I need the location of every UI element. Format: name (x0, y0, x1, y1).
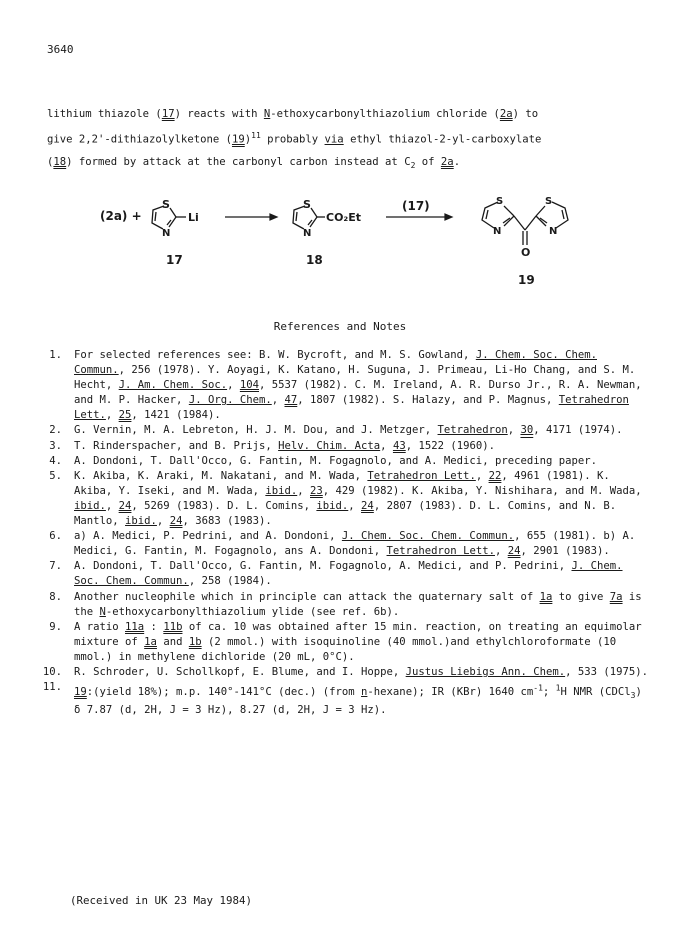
reference-segment: : (144, 620, 164, 633)
reference-segment: T. Rinderspacher, and B. Prijs, (74, 439, 279, 452)
nitrogen-atom: N (162, 228, 171, 239)
reference-segment: , 5537 (1982). C. M. Ireland, A. R. Durso Jr., R. A. Newman, and M. P. Hacker, (74, 379, 642, 407)
reference-segment: 11b (163, 620, 183, 633)
compound-19-label: 19 (518, 273, 535, 287)
reference-segment: , (297, 484, 310, 497)
reference-segment: 30 (520, 424, 534, 437)
compound-17-label: 17 (166, 253, 183, 267)
reference-segment: 3 (630, 690, 636, 700)
reference-segment: , 5269 (1983). D. L. Comins, (131, 499, 317, 512)
lithium-label: Li (188, 211, 199, 224)
reference-segment: , (105, 409, 119, 422)
reference-segment: 24 (507, 545, 521, 558)
reference-segment: Justus Liebigs Ann. Chem. (405, 665, 566, 678)
reference-item (40, 454, 650, 469)
reference-segment: , 256 (1978). Y. Aoyagi, K. Katano, H. Suguna, J. Primeau, Li-Ho Chang, and S. M. Hecht, (74, 364, 636, 392)
reagent-label: (17) (402, 199, 430, 213)
ester-sulfur-atom: S (303, 198, 311, 211)
reference-segment: 24 (169, 515, 183, 528)
reference-segment: 24 (361, 499, 374, 512)
reference-segment: J. Chem. Soc. Chem. Commun. (74, 560, 623, 588)
reaction-arrow-2 (386, 214, 452, 220)
reference-segment: 7a (609, 590, 623, 603)
references-list (40, 348, 650, 718)
ketone-sulfur-atom-left: S (496, 196, 504, 207)
reference-segment: Another nucleophile which in principle can attack the quaternary salt of (74, 590, 540, 603)
reference-segment: , 3683 (1983). (182, 515, 272, 528)
reference-segment: , (494, 545, 508, 558)
reference-item (40, 423, 650, 438)
references-heading: References and Notes (273, 320, 407, 333)
reference-segment: 25 (118, 409, 132, 422)
dithiazolylketone-structure (482, 202, 568, 245)
reference-segment: n (361, 685, 368, 698)
reference-segment: K. Akiba, K. Araki, M. Nakatani, and M. Wada, (74, 469, 368, 482)
reference-segment: Tetrahedron Lett. (386, 545, 495, 558)
reference-number: 1. (49, 349, 62, 361)
reference-segment: 22 (488, 469, 502, 482)
reference-text (74, 470, 642, 527)
reference-segment: ibid. (316, 499, 349, 512)
carbonyl-oxygen-atom: O (521, 246, 531, 259)
reference-segment: -ethoxycarbonylthiazolium ylide (see ref. 6b). (105, 605, 400, 618)
reference-segment: , 4961 (1981). K. Akiba, Y. Iseki, and M. Wada, (74, 469, 610, 497)
reactant-label: (2a) + (100, 209, 142, 223)
reference-segment: R. Schroder, U. Schollkopf, E. Blume, and I. Hoppe, (74, 665, 406, 678)
reference-segment: 104 (239, 379, 259, 392)
reference-segment: , 1522 (1960). (405, 439, 495, 452)
reference-number: 3. (49, 439, 62, 452)
reference-segment: , 258 (1984). (188, 575, 272, 588)
received-date: (Received in UK 23 May 1984) (70, 894, 253, 907)
reference-text (74, 666, 648, 678)
reference-segment: 23 (310, 484, 323, 497)
reference-number: 9. (49, 620, 62, 633)
reference-segment: J. Chem. Soc. Chem. Commun. (74, 349, 597, 377)
reference-segment: -hexane); IR (KBr) 1640 cm (367, 685, 534, 698)
reference-number: 2. (49, 424, 62, 437)
reference-segment: 19 (74, 685, 87, 698)
ketone-sulfur-atom-right: S (545, 196, 553, 207)
reference-item (40, 680, 650, 718)
reference-segment: , (105, 499, 119, 512)
reference-segment: -1 (533, 683, 543, 693)
reference-segment: , (227, 379, 240, 392)
reference-segment: G. Vernin, M. A. Lebreton, H. J. M. Dou, and J. Metzger, (74, 424, 438, 437)
reference-segment: , 1807 (1982). S. Halazy, and P. Magnus, (297, 394, 559, 407)
reference-segment: , (271, 394, 285, 407)
reference-segment: H NMR (CDCl (560, 685, 631, 698)
ester-nitrogen-atom: N (303, 228, 312, 239)
reference-segment: , (380, 439, 393, 452)
reference-number: 8. (49, 590, 62, 603)
reference-segment: , 533 (1975). (565, 665, 649, 678)
reference-segment: , 2807 (1983). D. L. Comins, and N. B. Mantlo, (74, 499, 617, 528)
reference-number: 11. (42, 681, 62, 694)
reference-text (74, 349, 642, 421)
reference-segment: J. Am. Chem. Soc. (118, 379, 228, 392)
reference-item (40, 559, 650, 589)
reference-item (40, 665, 650, 680)
reference-segment: J. Chem. Soc. Chem. Commun. (341, 530, 515, 543)
reference-segment: , 4171 (1974). (533, 424, 623, 437)
reaction-arrow-1 (225, 214, 277, 220)
reference-segment: ) δ 7.87 (d, 2H, J = 3 Hz), 8.27 (d, 2H, J = 3 Hz). (74, 685, 642, 716)
intro-paragraph: lithium thiazole (17) reacts with N-ethoxycarbonylthiazolium chloride (2a) to give 2,2'-dithiazolylketone $(19)^{11}$ probably via ethyl thiazol-2-yl-carboxylate (18) formed by attack at the carbonyl carbon instead at $C_2$ of 2a. (47, 108, 542, 170)
reference-segment: 1a (539, 590, 553, 603)
reference-segment: Tetrahedron Lett. (74, 394, 629, 422)
reference-segment: Helv. Chim. Acta (278, 439, 381, 452)
reference-item (40, 348, 650, 423)
reference-item (40, 590, 650, 620)
reference-segment: , 429 (1982). K. Akiba, Y. Nishihara, and M. Wada, (322, 484, 642, 497)
reference-segment: A ratio (74, 620, 126, 633)
reference-segment: 1b (188, 635, 202, 648)
reference-segment: 47 (284, 394, 298, 407)
reference-segment: , (348, 499, 362, 512)
reference-segment: (2 mmol.) with isoquinoline (40 mmol.)and ethylchloroformate (10 mmol.) in methylene dichloride (20 mL, 0°C). (74, 635, 617, 663)
reference-segment: and (156, 635, 189, 648)
reference-number: 7. (49, 560, 62, 573)
reference-text (74, 560, 623, 587)
compound-18-label: 18 (306, 253, 323, 267)
reference-text (74, 591, 642, 618)
reference-number: 6. (49, 530, 62, 543)
reference-text (74, 455, 597, 467)
sulfur-atom: S (162, 198, 170, 211)
reference-segment: For selected references see: B. W. Bycroft, and M. S. Gowland, (74, 349, 476, 361)
reference-segment: to give (552, 590, 610, 603)
reference-number: 4. (49, 454, 62, 467)
reference-segment: ibid. (74, 499, 106, 512)
reference-segment: 11a (125, 620, 145, 633)
reaction-scheme (80, 188, 620, 298)
reference-segment: :(yield 18%); m.p. 140°-141°C (dec.) (from (86, 685, 362, 698)
reference-item (40, 620, 650, 665)
reference-segment: N (99, 605, 106, 618)
reference-text (74, 530, 635, 557)
reference-text (74, 621, 642, 663)
reference-item (40, 439, 650, 454)
reference-segment: J. Org. Chem. (188, 394, 272, 407)
reference-segment: 24 (118, 499, 132, 512)
reference-text (74, 424, 623, 436)
reference-segment: ; (542, 685, 556, 698)
reference-segment: 1 (555, 683, 561, 693)
ketone-nitrogen-atom-right: N (549, 226, 558, 237)
reference-segment: 1a (144, 635, 157, 648)
reference-segment: A. Dondoni, T. Dall'Occo, G. Fantin, M. Fogagnolo, A. Medici, and P. Pedrini, (74, 560, 572, 573)
reference-item (40, 469, 650, 529)
ester-group-label: CO₂Et (326, 211, 362, 224)
reference-text (74, 440, 495, 452)
reference-segment: of ca. 10 was obtained after 15 min. reaction, on treating an equimolar mixture of (74, 620, 642, 648)
reference-segment: , (475, 469, 489, 482)
reference-number: 5. (49, 469, 62, 482)
reference-segment: , 1421 (1984). (131, 409, 221, 422)
reference-item (40, 529, 650, 559)
reference-segment: , 655 (1981). b) A. Medici, G. Fantin, M. Fogagnolo, ans A. Dondoni, (74, 530, 636, 558)
reference-segment: 43 (392, 439, 406, 452)
reference-segment: a) A. Medici, P. Pedrini, and A. Dondoni, (74, 530, 342, 543)
reference-segment: , 2901 (1983). (520, 545, 610, 558)
reference-segment: is the (74, 590, 642, 618)
reference-segment: , (156, 515, 170, 528)
ketone-nitrogen-atom-left: N (493, 226, 502, 237)
reference-segment: A. Dondoni, T. Dall'Occo, G. Fantin, M. Fogagnolo, and A. Medici, preceding paper. (74, 454, 597, 467)
reference-segment: Tetrahedron (437, 424, 508, 437)
reference-text (74, 683, 642, 716)
page-number: 3640 (47, 43, 74, 56)
reference-segment: , (507, 424, 521, 437)
reference-segment: ibid. (125, 515, 157, 528)
reference-number: 10. (42, 665, 62, 678)
reference-segment: Tetrahedron Lett. (367, 469, 476, 482)
reference-segment: ibid. (265, 484, 298, 497)
